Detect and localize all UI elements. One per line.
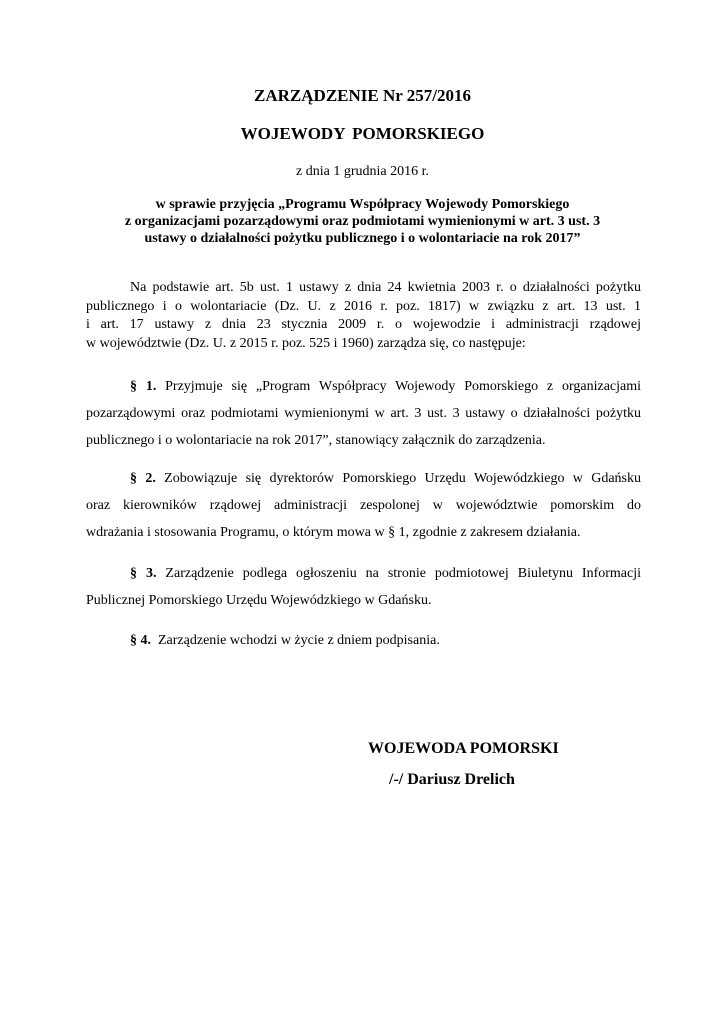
- paragraph-text: publicznego i o wolontariacie na rok 2017”, stanowiący załącznik do zarządzenia.: [86, 433, 546, 448]
- subject-line: z organizacjami pozarządowymi oraz podmiotami wymienionymi w art. 3 ust. 3: [124, 214, 601, 229]
- subject-line: ustawy o działalności pożytku publicznego i o wolontariacie na rok 2017”: [144, 231, 581, 246]
- legal-basis: [86, 279, 641, 353]
- paragraph-number: § 2.: [130, 471, 156, 486]
- paragraph-text: Publicznej Pomorskiego Urzędu Wojewódzkiego w Gdańsku.: [86, 593, 432, 608]
- paragraph-text: Zarządzenie podlega ogłoszeniu na stronie podmiotowej Biuletynu Informacji: [156, 566, 641, 581]
- paragraph-number: § 4.: [130, 633, 151, 648]
- document-subject: [90, 196, 635, 247]
- paragraph-3: [86, 560, 641, 614]
- subject-line: w sprawie przyjęcia „Programu Współpracy Wojewody Pomorskiego: [155, 197, 570, 212]
- basis-line: i art. 17 ustawy z dnia 23 stycznia 2009 r. o wojewodzie i administracji rządowej: [86, 317, 641, 332]
- paragraph-text: pozarządowymi oraz podmiotami wymienionymi w art. 3 ust. 3 ustawy o działalności pożytku: [86, 406, 641, 421]
- document-title: ZARZĄDZENIE Nr 257/2016: [254, 86, 471, 105]
- paragraph-number: § 3.: [130, 566, 157, 581]
- paragraph-text: wdrażania i stosowania Programu, o którym mowa w § 1, zgodnie z zakresem działania.: [86, 525, 581, 540]
- basis-line: Na podstawie art. 5b ust. 1 ustawy z dnia 24 kwietnia 2003 r. o działalności pożytku: [130, 280, 641, 295]
- signatory-name: /-/ Dariusz Drelich: [389, 771, 515, 788]
- paragraph-number: § 1.: [130, 379, 157, 394]
- paragraph-text: Zarządzenie wchodzi w życie z dniem podpisania.: [151, 633, 440, 648]
- basis-line: publicznego i o wolontariacie (Dz. U. z 2016 r. poz. 1817) w związku z art. 13 ust. 1: [86, 298, 641, 314]
- basis-line: w województwie (Dz. U. z 2015 r. poz. 525 i 1960) zarządza się, co następuje:: [86, 335, 526, 351]
- paragraph-4: [86, 627, 641, 654]
- signatory-title: WOJEWODA POMORSKI: [368, 740, 559, 757]
- paragraph-text: oraz kierowników rządowej administracji zespolonej w województwie pomorskim do: [86, 498, 641, 513]
- document-issuer: WOJEWODY POMORSKIEGO: [240, 124, 485, 143]
- paragraph-text: Zobowiązuje się dyrektorów Pomorskiego Urzędu Wojewódzkiego w Gdańsku: [155, 471, 641, 486]
- paragraph-text: Przyjmuje się „Program Współpracy Wojewody Pomorskiego z organizacjami: [156, 379, 642, 394]
- paragraph-2: [86, 465, 641, 546]
- document-date: z dnia 1 grudnia 2016 r.: [296, 164, 429, 179]
- paragraph-1: [86, 373, 641, 454]
